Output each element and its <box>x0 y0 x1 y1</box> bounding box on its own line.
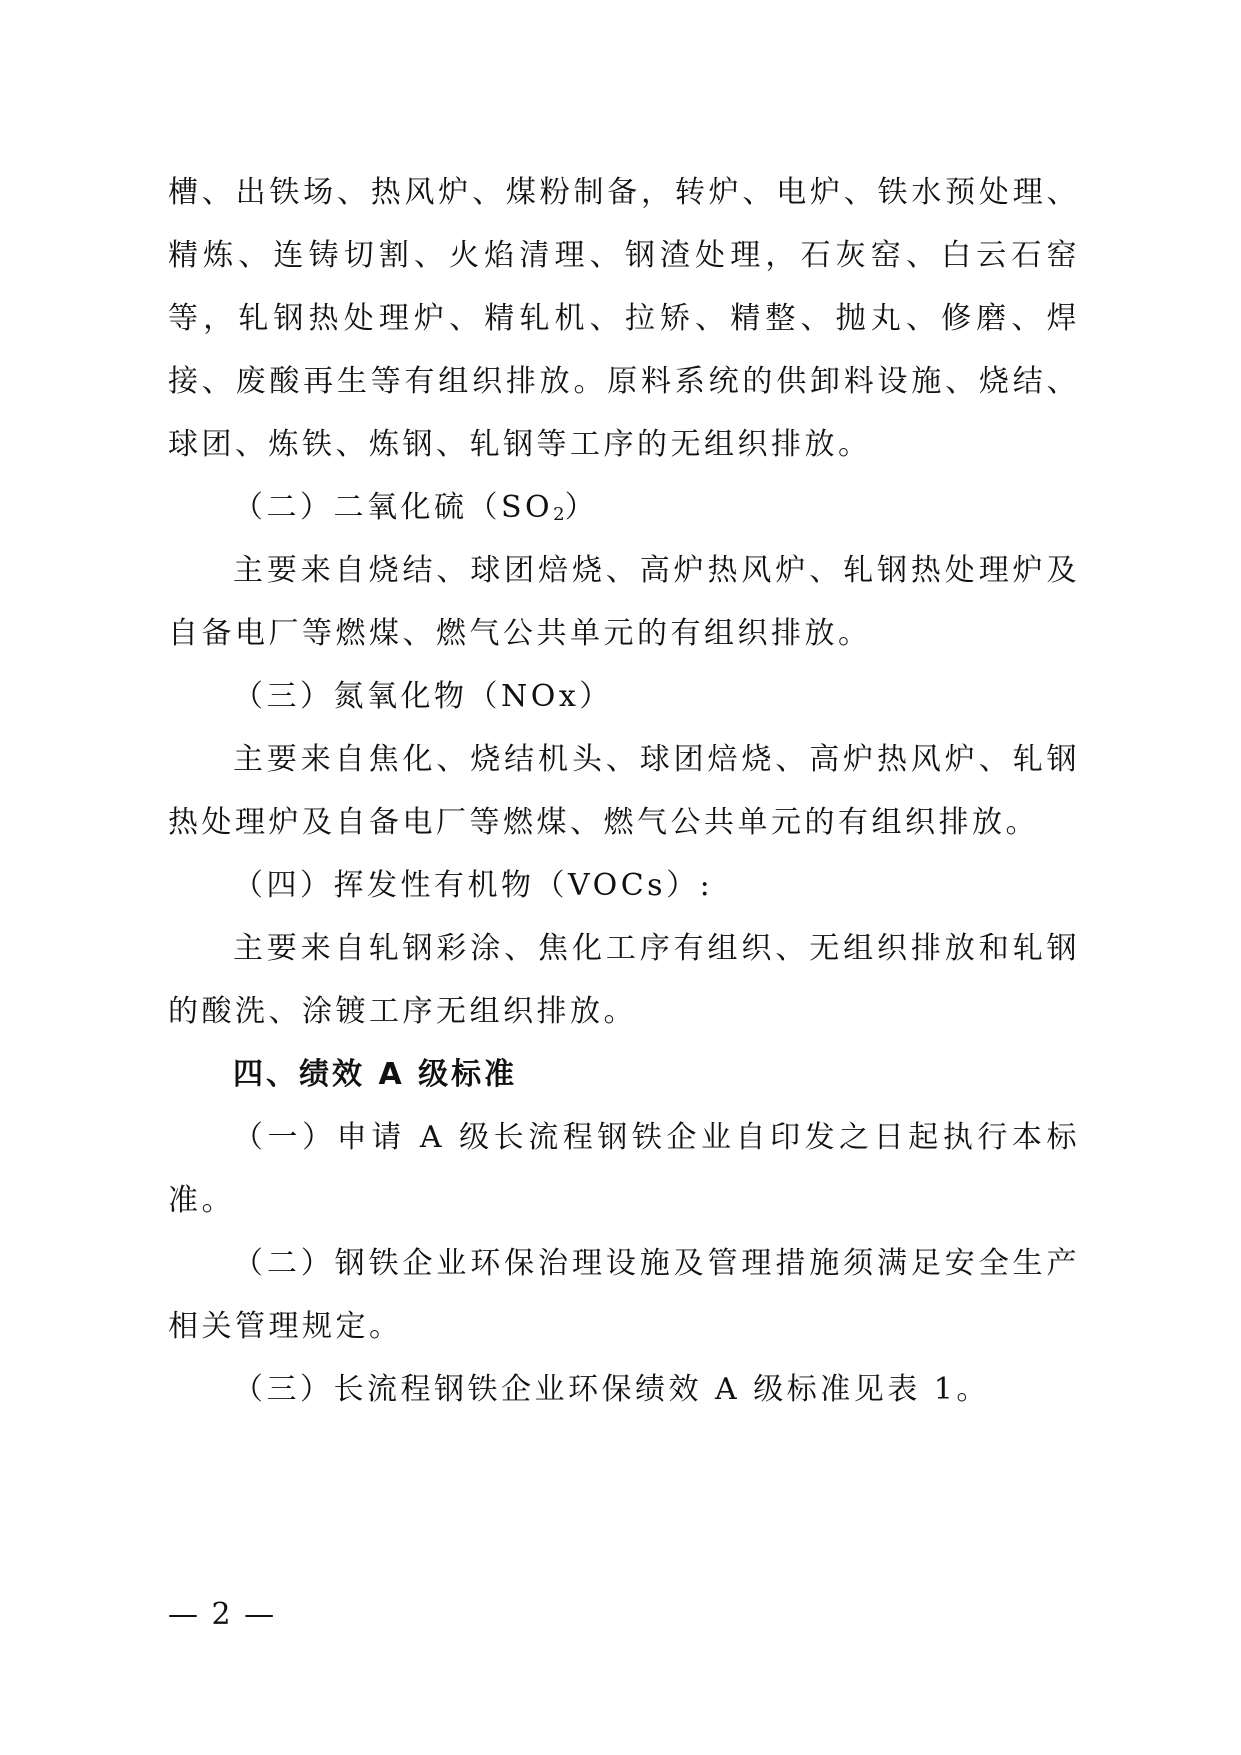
nox-body: 主要来自焦化、烧结机头、球团焙烧、高炉热风炉、轧钢热处理炉及自备电厂等燃煤、燃气公共单元的有组织排放。 <box>168 742 1080 840</box>
so2-body: 主要来自烧结、球团焙烧、高炉热风炉、轧钢热处理炉及自备电厂等燃煤、燃气公共单元的有组织排放。 <box>168 553 1080 651</box>
section-four-item-3: （三）长流程钢铁企业环保绩效 A 级标准见表 1。 <box>233 1372 990 1407</box>
vocs-heading: （四）挥发性有机物（VOCs）: <box>233 868 714 903</box>
vocs-body: 主要来自轧钢彩涂、焦化工序有组织、无组织排放和轧钢的酸洗、涂镀工序无组织排放。 <box>168 931 1080 1029</box>
so2-heading-subscript: 2 <box>553 504 565 525</box>
so2-heading <box>168 476 1080 539</box>
nox-heading: （三）氮氧化物（NOx） <box>233 679 613 714</box>
section-four-item-1: （一）申请 A 级长流程钢铁企业自印发之日起执行本标准。 <box>168 1120 1080 1218</box>
so2-heading-prefix: （二）二氧化硫（SO <box>233 490 554 525</box>
section-four-title: 四、绩效 A 级标准 <box>233 1057 518 1092</box>
document-body <box>168 161 1080 1421</box>
section-four-item-2: （二）钢铁企业环保治理设施及管理措施须满足安全生产相关管理规定。 <box>168 1246 1080 1344</box>
so2-heading-suffix: ） <box>564 490 599 525</box>
page-number: — 2 — <box>168 1597 277 1632</box>
continuation-paragraph: 槽、出铁场、热风炉、煤粉制备，转炉、电炉、铁水预处理、精炼、连铸切割、火焰清理、钢渣处理，石灰窑、白云石窑等，轧钢热处理炉、精轧机、拉矫、精整、抛丸、修磨、焊接、废酸再生等有组织排放。原料系统的供卸料设施、烧结、球团、炼铁、炼钢、轧钢等工序的无组织排放。 <box>168 175 1080 462</box>
